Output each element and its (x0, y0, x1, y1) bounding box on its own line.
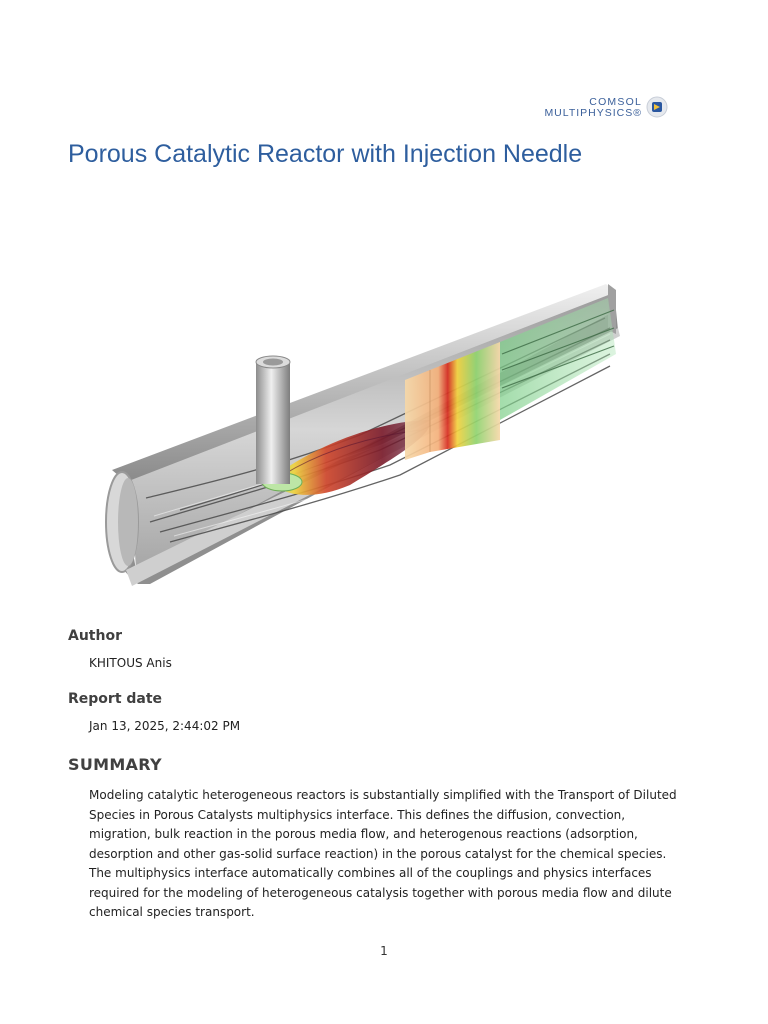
comsol-logo-icon (646, 96, 668, 118)
page-title: Porous Catalytic Reactor with Injection Needle (68, 140, 583, 168)
report-date: Jan 13, 2025, 2:44:02 PM (89, 719, 241, 733)
reactor-model-image (90, 270, 630, 600)
page-number: 1 (380, 944, 388, 958)
author-name: KHITOUS Anis (89, 656, 172, 670)
report-date-heading: Report date (68, 691, 163, 707)
summary-heading: SUMMARY (68, 755, 162, 774)
logo-text-comsol: COMSOL (589, 96, 642, 108)
logo-text-multiphysics: MULTIPHYSICS® (544, 107, 642, 119)
author-heading: Author (68, 628, 122, 644)
summary-paragraph: Modeling catalytic heterogeneous reactors is substantially simplified with the Transport of Diluted Species in Porous Catalysts multiphysics interface. This defines the diffusion, convection, migration, bulk reaction in the porous media flow, and heterogenous reactions (adsorption, desorption and other gas-solid surface reaction) in the porous catalyst for the chemical species. The multiphysics interface automatically combines all of the couplings and physics interfaces required for the modeling of heterogeneous catalysis together with porous media flow and dilute chemical species transport. (89, 788, 677, 919)
comsol-logo (536, 92, 672, 122)
